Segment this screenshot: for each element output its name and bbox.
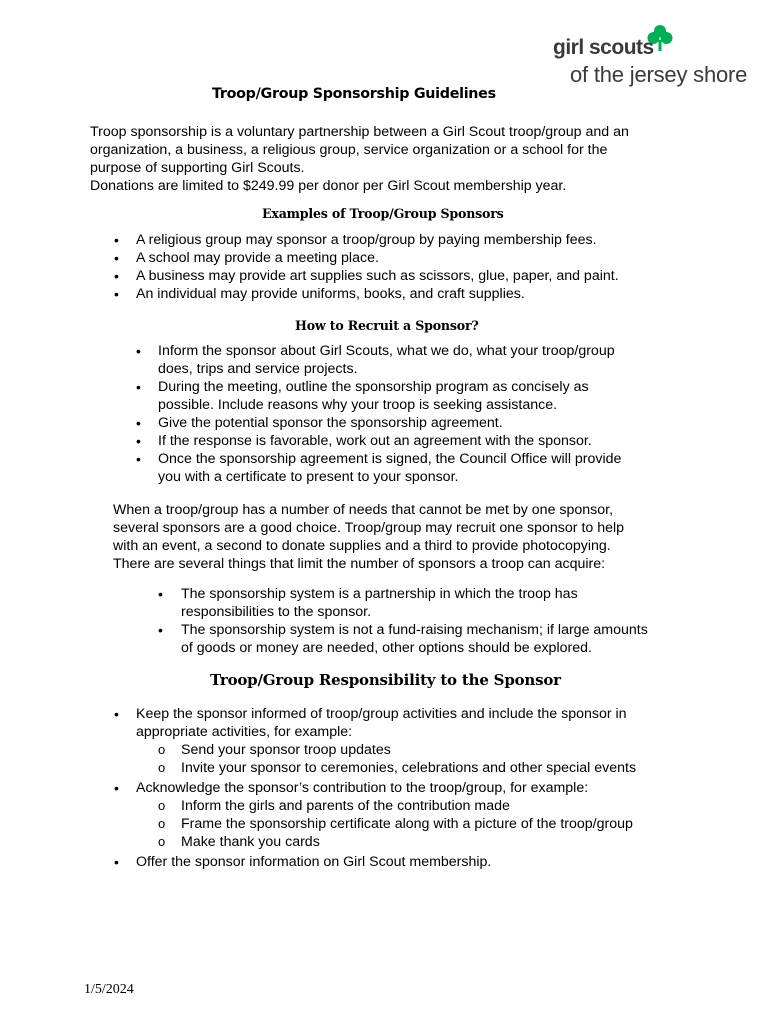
- list-item-line: • Offer the sponsor information on Girl Scout membership.: [136, 854, 492, 870]
- responsibility-heading: Troop/Group Responsibility to the Sponsor: [210, 671, 561, 689]
- responsibility-list: [136, 705, 636, 873]
- examples-list: [136, 231, 619, 303]
- logo-line-1: girl scouts: [553, 36, 654, 59]
- list-item-line: you with a certificate to present to your sponsor.: [158, 469, 459, 485]
- list-item-line: does, trips and service projects.: [158, 361, 358, 377]
- recruit-list: [158, 342, 621, 486]
- list-item-line: • Once the sponsorship agreement is signed, the Council Office will provide: [158, 451, 622, 467]
- list-item: [136, 779, 636, 851]
- intro-paragraph: [90, 123, 629, 195]
- list-item: [158, 450, 621, 486]
- examples-heading: Examples of Troop/Group Sponsors: [262, 206, 504, 221]
- intro-line: Troop sponsorship is a voluntary partnership between a Girl Scout troop/group and an: [90, 124, 629, 140]
- list-item-line: appropriate activities, for example:: [136, 724, 353, 740]
- sub-list-item: o Invite your sponsor to ceremonies, celebrations and other special events: [181, 759, 636, 777]
- list-item: • A school may provide a meeting place.: [136, 249, 619, 267]
- list-item-line: • The sponsorship system is a partnership in which the troop has: [181, 586, 578, 602]
- limits-list: [181, 585, 648, 657]
- footer-date: 1/5/2024: [84, 982, 134, 997]
- list-item: [158, 414, 621, 432]
- list-item: [181, 585, 648, 621]
- sub-list-item: o Inform the girls and parents of the contribution made: [181, 797, 636, 815]
- sub-list-item: o Send your sponsor troop updates: [181, 741, 636, 759]
- list-item: • An individual may provide uniforms, books, and craft supplies.: [136, 285, 619, 303]
- list-item-line: • If the response is favorable, work out an agreement with the sponsor.: [158, 433, 592, 449]
- list-item: [158, 342, 621, 378]
- sub-list-item: o Make thank you cards: [181, 833, 636, 851]
- paragraph-line: When a troop/group has a number of needs that cannot be met by one sponsor,: [113, 502, 614, 518]
- intro-line: purpose of supporting Girl Scouts.: [90, 160, 305, 176]
- list-item: [136, 705, 636, 777]
- list-item-line: responsibilities to the sponsor.: [181, 604, 372, 620]
- paragraph-line: There are several things that limit the number of sponsors a troop can acquire:: [113, 556, 606, 572]
- intro-line: organization, a business, a religious group, service organization or a school for the: [90, 142, 608, 158]
- page-title: Troop/Group Sponsorship Guidelines: [212, 86, 496, 102]
- list-item-line: of goods or money are needed, other options should be explored.: [181, 640, 592, 656]
- list-item-line: • The sponsorship system is not a fund-raising mechanism; if large amounts: [181, 622, 648, 638]
- list-item: [158, 378, 621, 414]
- list-item-line: possible. Include reasons why your troop is seeking assistance.: [158, 397, 558, 413]
- list-item-line: • Keep the sponsor informed of troop/group activities and include the sponsor in: [136, 706, 627, 722]
- logo-line-2: of the jersey shore: [570, 62, 748, 87]
- list-item-line: • Acknowledge the sponsor’s contribution to the troop/group, for example:: [136, 780, 589, 796]
- sub-list: [136, 741, 636, 777]
- paragraph-line: with an event, a second to donate supplies and a third to provide photocopying.: [113, 538, 611, 554]
- list-item: [181, 621, 648, 657]
- intro-line: Donations are limited to $249.99 per donor per Girl Scout membership year.: [90, 178, 567, 194]
- list-item-line: • Inform the sponsor about Girl Scouts, what we do, what your troop/group: [158, 343, 615, 359]
- list-item-line: • During the meeting, outline the sponsorship program as concisely as: [158, 379, 589, 395]
- sub-list-item: o Frame the sponsorship certificate along with a picture of the troop/group: [181, 815, 636, 833]
- list-item: [158, 432, 621, 450]
- list-item: [136, 853, 636, 871]
- multiple-sponsors-paragraph: [113, 501, 624, 573]
- girl-scouts-logo: [548, 24, 748, 88]
- list-item: • A business may provide art supplies such as scissors, glue, paper, and paint.: [136, 267, 619, 285]
- paragraph-line: several sponsors are a good choice. Troop/group may recruit one sponsor to help: [113, 520, 625, 536]
- sub-list: [136, 797, 636, 851]
- list-item: • A religious group may sponsor a troop/group by paying membership fees.: [136, 231, 619, 249]
- list-item-line: • Give the potential sponsor the sponsorship agreement.: [158, 415, 503, 431]
- recruit-heading: How to Recruit a Sponsor?: [295, 318, 479, 333]
